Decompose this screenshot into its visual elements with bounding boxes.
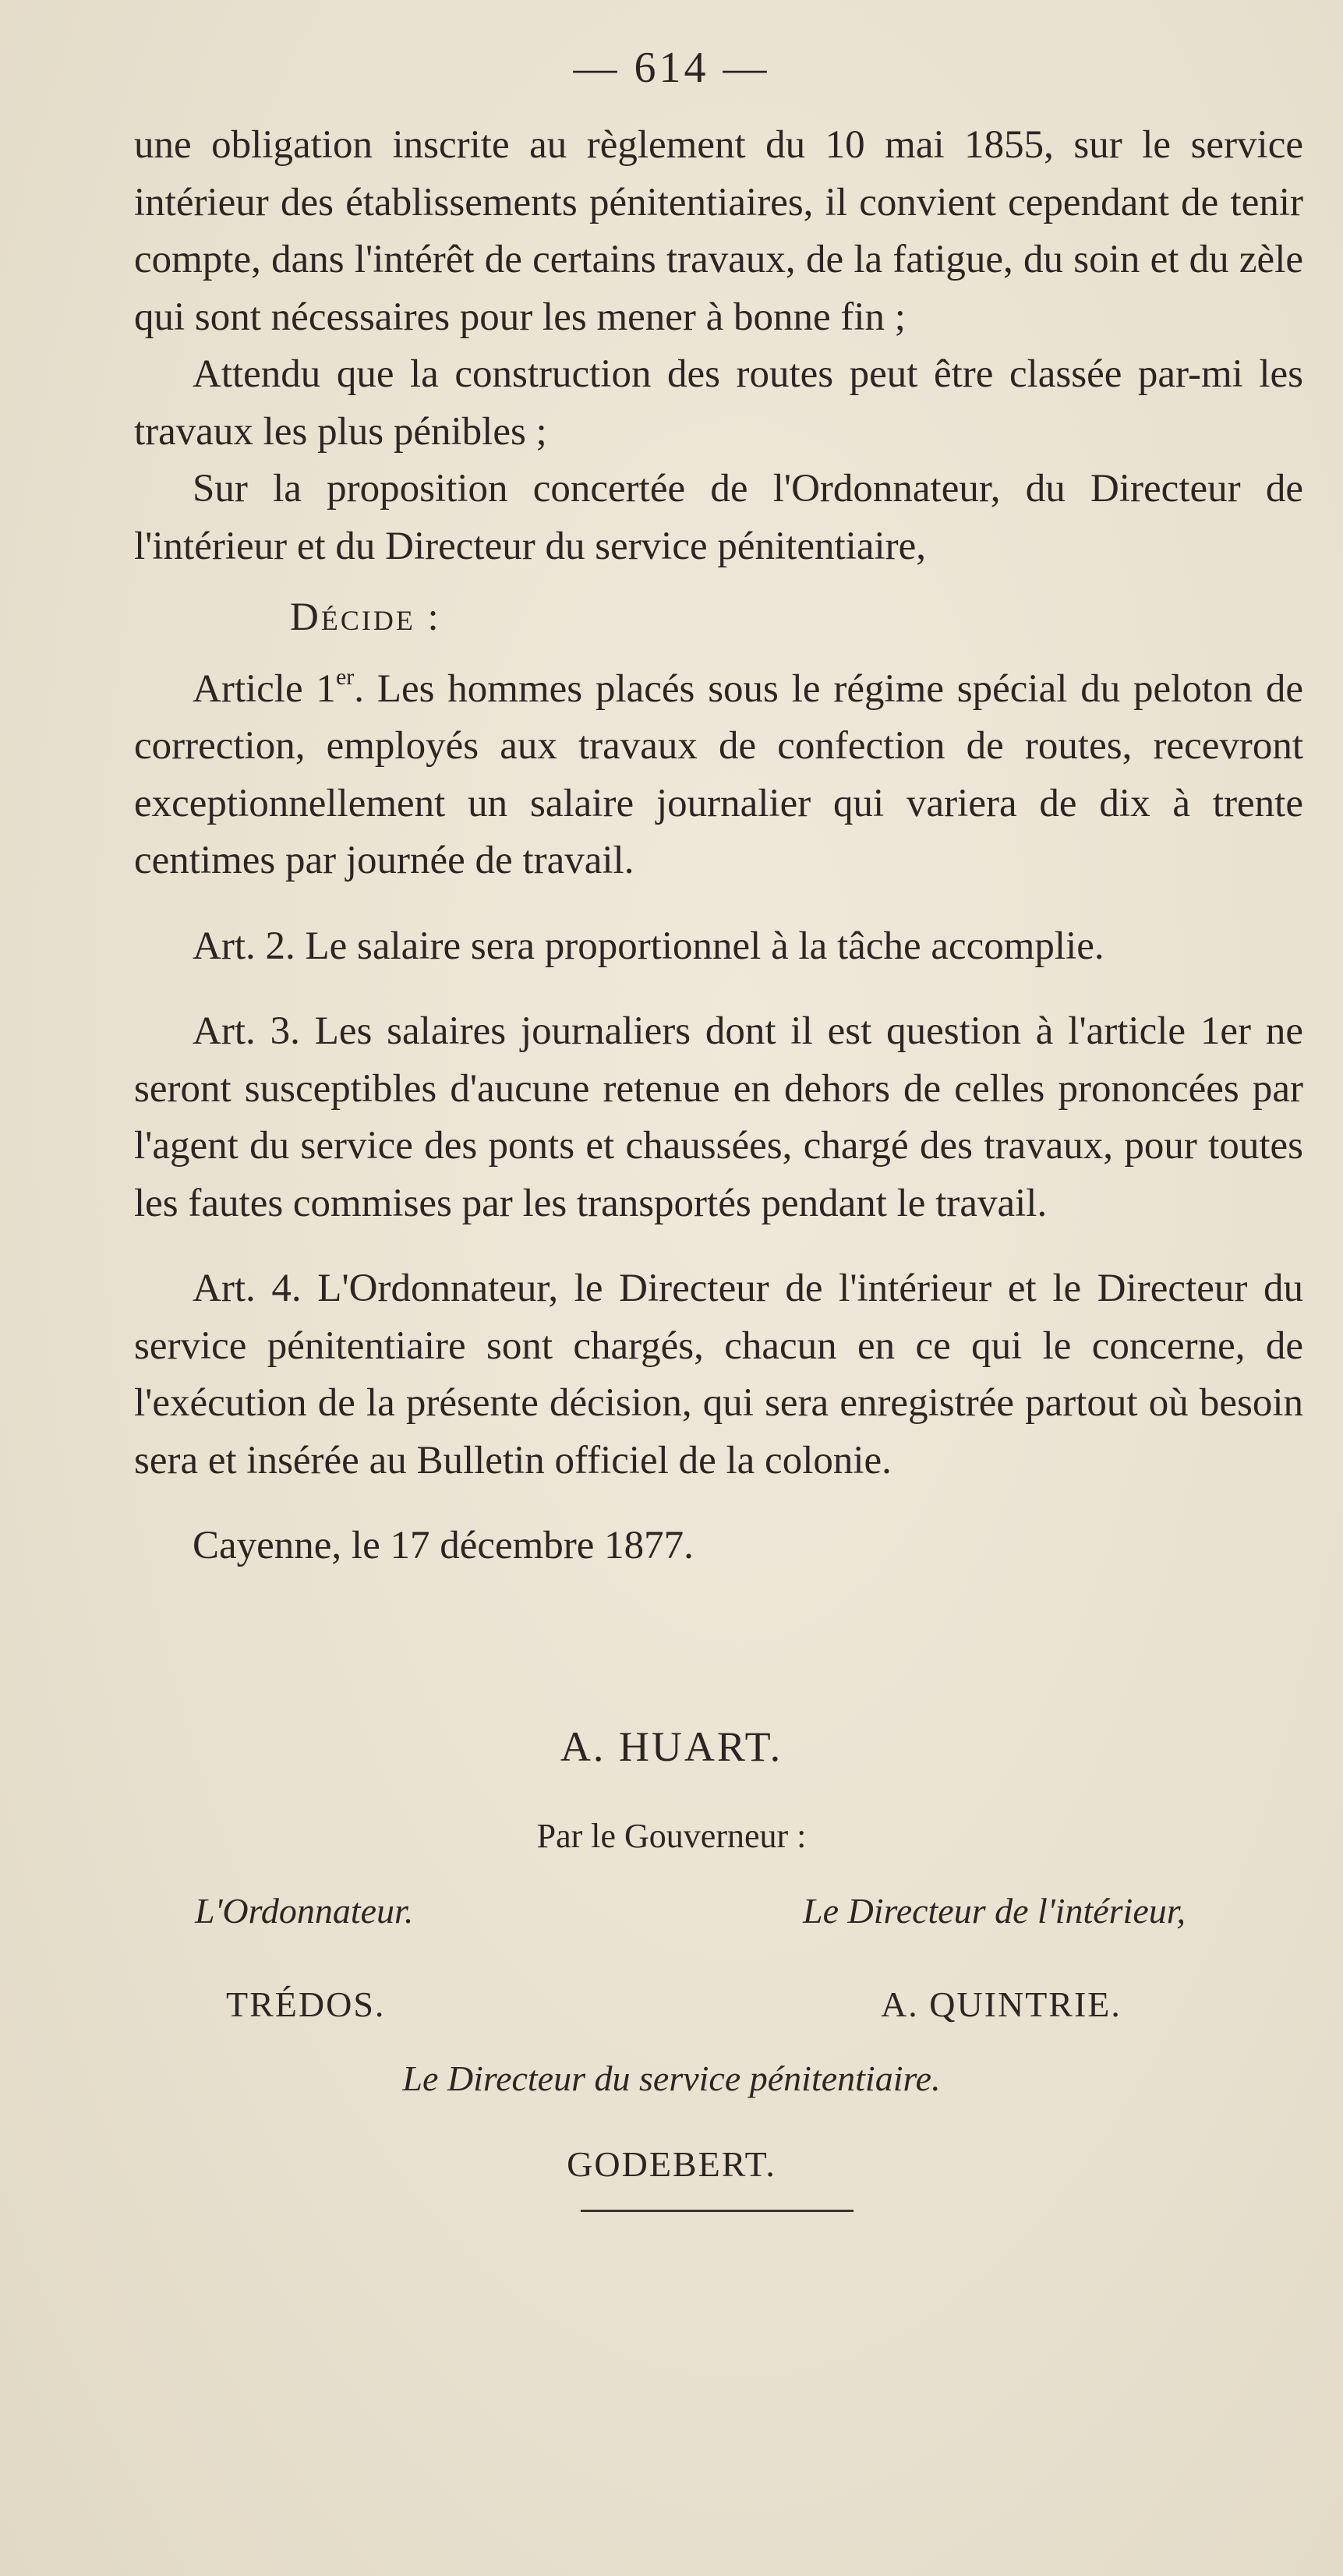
article-1-sup: er <box>335 663 355 690</box>
article-4-text: L'Ordonnateur, le Directeur de l'intérieur et le Directeur du service pénitentiaire sont chargés, chacun en ce qui le concerne, de l'exécution de la présente décision, qui sera enregistrée partout où besoin sera et insérée au Bulletin officiel de la colonie. <box>134 1267 1304 1482</box>
article-2 <box>134 918 1303 976</box>
interior-director-name: A. QUINTRIE. <box>881 1984 1122 2024</box>
paragraph-obligation: une obligation inscrite au règlement du 10 mai 1855, sur le service intérieur des établissements pénitentiaires, il convient cependant de tenir compte, dans l'intérêt de certains travaux, de la fatigue, du soin et du zèle qui sont nécessaires pour les mener à bonne fin ; <box>134 123 1303 339</box>
article-4-prefix: Art. 4. <box>193 1267 302 1310</box>
article-3 <box>134 1003 1303 1232</box>
article-1 <box>134 661 1303 890</box>
governor-signature: A. HUART. <box>560 1723 783 1770</box>
article-1-text: . Les hommes placés sous le régime spécial du peloton de correction, employés aux travaux de confection de routes, recevront exceptionnellement un salaire journalier qui variera de dix à trente centimes par journée de travail. <box>134 666 1303 882</box>
page-number: — 614 — <box>573 44 770 92</box>
interior-director-title: Le Directeur de l'intérieur, <box>803 1891 1186 1931</box>
article-1-prefix: Article 1 <box>193 666 336 711</box>
place-date: Cayenne, le 17 décembre 1877. <box>193 1524 694 1567</box>
article-4 <box>134 1260 1303 1489</box>
article-2-text: Le salaire sera proportionnel à la tâche accomplie. <box>295 924 1104 968</box>
article-3-text: Les salaires journaliers dont il est question à l'article 1er ne seront susceptibles d'aucune retenue en dehors de celles prononcées par l'agent du service des ponts et chaussées, chargé des travaux, pour toutes les fautes commises par les transportés pendant le travail. <box>134 1009 1304 1225</box>
article-3-prefix: Art. 3. <box>193 1009 300 1053</box>
decide-heading: Décide : <box>290 595 441 639</box>
penitentiary-director-title: Le Directeur du service pénitentiaire. <box>402 2058 941 2098</box>
ordonnateur-name: TRÉDOS. <box>226 1984 386 2024</box>
paragraph-attendu: Attendu que la construction des routes peut être classée par-mi les travaux les plus pénibles ; <box>134 352 1303 454</box>
article-2-prefix: Art. 2. <box>193 924 295 968</box>
paragraph-proposition: Sur la proposition concertée de l'Ordonnateur, du Directeur de l'intérieur et du Directeur du service pénitentiaire, <box>134 467 1303 568</box>
penitentiary-director-name: GODEBERT. <box>567 2144 776 2184</box>
ordonnateur-title: L'Ordonnateur. <box>195 1891 414 1931</box>
closing-rule <box>581 2210 854 2212</box>
decision-body <box>134 117 1303 1575</box>
by-governor-line: Par le Gouverneur : <box>536 1817 807 1855</box>
